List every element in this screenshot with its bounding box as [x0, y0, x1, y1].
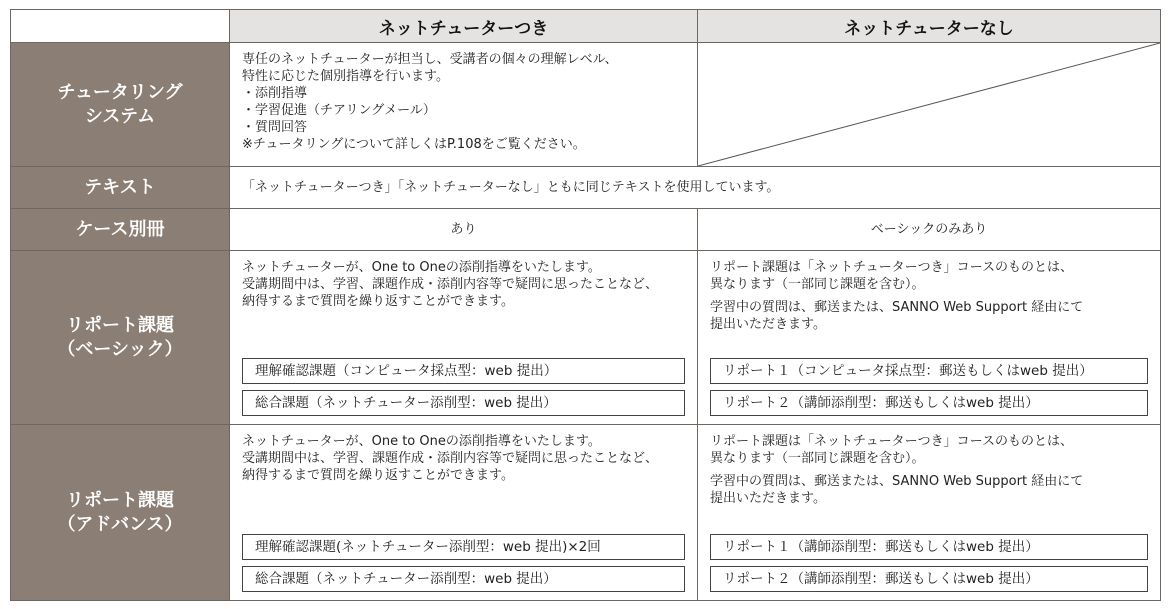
advanced-with-tutor-tasks: [242, 534, 685, 592]
row-label-tutoring: チュータリング システム: [11, 43, 230, 167]
row-report-advanced: [11, 425, 1161, 601]
advanced-with-task-1: 理解確認課題(ネットチューター添削型：web 提出)×2回: [242, 534, 685, 560]
header-row: [11, 10, 1161, 43]
basic-with-task-2: 総合課題（ネットチューター添削型：web 提出）: [242, 390, 685, 416]
advanced-without-tutor: [698, 425, 1161, 601]
basic-with-tutor: [230, 251, 698, 425]
row-label-case: ケース別冊: [11, 209, 230, 251]
row-label-report-advanced: リポート課題 （アドバンス）: [11, 425, 230, 601]
row-label-text: テキスト: [11, 167, 230, 209]
col-header-without-tutor: ネットチューターなし: [698, 10, 1161, 43]
diagonal-strike: [698, 43, 1160, 166]
text-shared: 「ネットチューターつき」「ネットチューターなし」ともに同じテキストを使用しています。: [230, 167, 1161, 209]
tutoring-without-tutor: [698, 43, 1161, 167]
advanced-without-task-1: リポート１（講師添削型：郵送もしくはweb 提出）: [710, 534, 1148, 560]
basic-with-tutor-tasks: [242, 358, 685, 416]
row-case: [11, 209, 1161, 251]
basic-without-tutor-text-1: リポート課題は「ネットチューターつき」コースのものとは、 異なります（一部同じ課題を含む）。: [710, 260, 1073, 292]
advanced-without-tutor-text-1: リポート課題は「ネットチューターつき」コースのものとは、 異なります（一部同じ課題を含む）。: [710, 434, 1073, 466]
advanced-with-tutor: [230, 425, 698, 601]
basic-with-tutor-text: ネットチューターが、One to Oneの添削指導をいたします。 受講期間中は、学習、課題作成・添削内容等で疑問に思ったことなど、 納得するまで質問を繰り返すことができます。: [242, 260, 659, 309]
advanced-with-task-2: 総合課題（ネットチューター添削型：web 提出）: [242, 566, 685, 592]
basic-without-tutor: [698, 251, 1161, 425]
case-with-tutor: あり: [230, 209, 698, 251]
basic-without-task-2: リポート２（講師添削型：郵送もしくはweb 提出）: [710, 390, 1148, 416]
basic-with-task-1: 理解確認課題（コンピュータ採点型：web 提出）: [242, 358, 685, 384]
col-header-with-tutor: ネットチューターつき: [230, 10, 698, 43]
advanced-without-tutor-tasks: [710, 534, 1148, 592]
row-tutoring: [11, 43, 1161, 167]
advanced-with-tutor-text: ネットチューターが、One to Oneの添削指導をいたします。 受講期間中は、学習、課題作成・添削内容等で疑問に思ったことなど、 納得するまで質問を繰り返すことができます。: [242, 434, 659, 483]
advanced-without-tutor-text-2: 学習中の質問は、郵送または、SANNO Web Support 経由にて 提出いただきます。: [710, 474, 1084, 506]
comparison-table-frame: [10, 9, 1160, 600]
row-report-basic: [11, 251, 1161, 425]
row-text: [11, 167, 1161, 209]
case-without-tutor: ベーシックのみあり: [698, 209, 1161, 251]
corner-cell: [11, 10, 230, 43]
basic-without-task-1: リポート１（コンピュータ採点型：郵送もしくはweb 提出）: [710, 358, 1148, 384]
basic-without-tutor-tasks: [710, 358, 1148, 416]
row-label-report-basic: リポート課題 （ベーシック）: [11, 251, 230, 425]
comparison-table: [10, 9, 1161, 601]
tutoring-with-tutor: 専任のネットチューターが担当し、受講者の個々の理解レベル、 特性に応じた個別指導を行います。 ・添削指導 ・学習促進（チアリングメール） ・質問回答 ※チュータリングについて詳しくはP.108をご覧ください。: [230, 43, 698, 167]
basic-without-tutor-text-2: 学習中の質問は、郵送または、SANNO Web Support 経由にて 提出いただきます。: [710, 300, 1084, 332]
advanced-without-task-2: リポート２（講師添削型：郵送もしくはweb 提出）: [710, 566, 1148, 592]
